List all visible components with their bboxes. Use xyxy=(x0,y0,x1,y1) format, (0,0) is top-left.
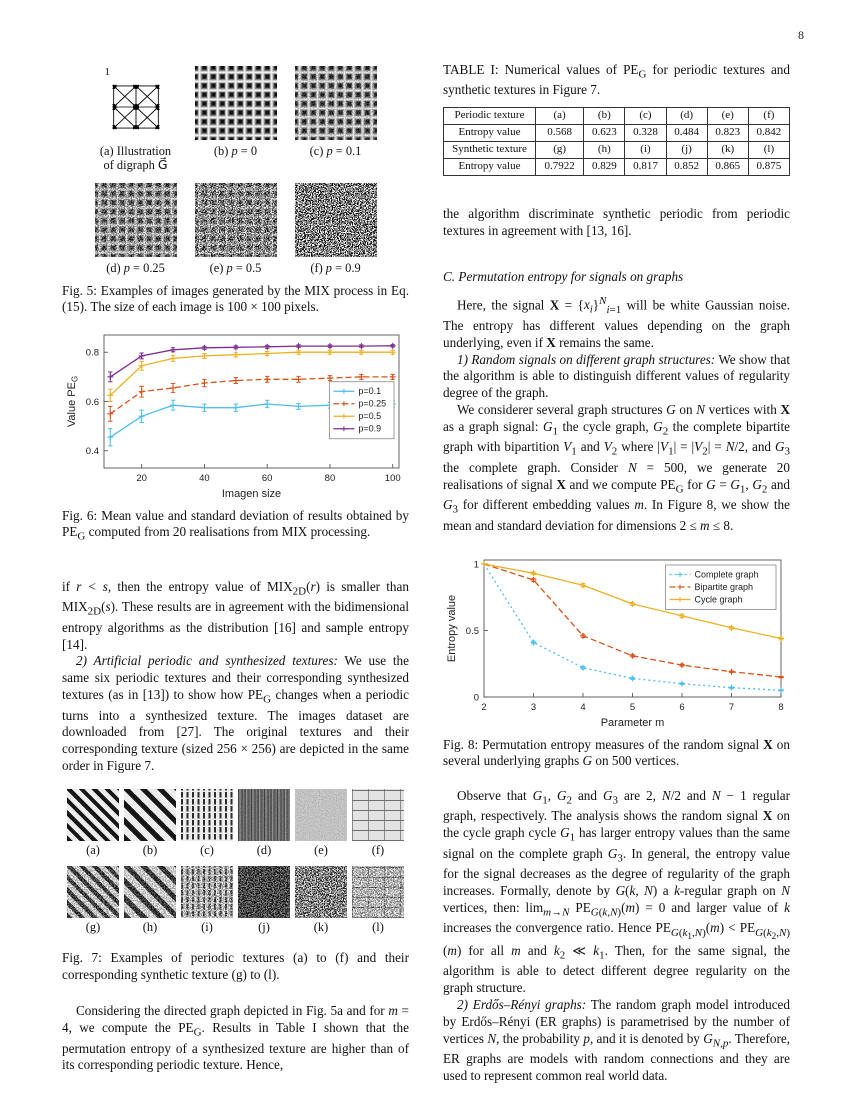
table-cell: (l) xyxy=(748,141,789,158)
fig7-subfig-e xyxy=(295,789,347,865)
svg-text:Cycle graph: Cycle graph xyxy=(694,594,743,605)
noise-overlay xyxy=(238,789,290,841)
svg-text:p=0.25: p=0.25 xyxy=(357,398,386,409)
fig6-caption: Fig. 6: Mean value and standard deviation of results obtained by $PE_G$ computed from 20 realisations from MIX processing. xyxy=(62,507,409,543)
fig7-subfig-g xyxy=(67,866,119,942)
fig5-subfig-b xyxy=(195,66,277,173)
table-1-grid xyxy=(443,107,790,176)
subfig-label-e: (e) p = 0.5 xyxy=(209,260,262,275)
table-cell: (f) xyxy=(748,107,789,124)
svg-text:Value PEG: Value $PE_G$ xyxy=(65,375,79,427)
subfig-label: (g) xyxy=(85,920,101,935)
svg-text:p=0.1: p=0.1 xyxy=(357,386,381,397)
subfig-label: (j) xyxy=(258,920,270,935)
svg-text:1: 1 xyxy=(473,559,479,571)
synthetic-texture-i xyxy=(181,866,233,918)
table-cell: Entropy value xyxy=(444,158,536,175)
noise-overlay xyxy=(238,866,290,918)
table-cell: Synthetic texture xyxy=(444,141,536,158)
table-cell: 0.484 xyxy=(666,124,707,141)
table-cell: (a) xyxy=(536,107,584,124)
figure-7 xyxy=(62,789,409,984)
noise-overlay xyxy=(95,183,177,257)
svg-text:Imagen size: Imagen size xyxy=(221,487,281,500)
fig5-subfig-c xyxy=(295,66,377,173)
subfig-label-a: (a) Illustration of digraph G⃗ xyxy=(99,144,172,173)
synthetic-texture-k xyxy=(295,866,347,918)
table-cell: 0.623 xyxy=(584,124,625,141)
svg-text:0.8: 0.8 xyxy=(85,347,99,359)
svg-text:0: 0 xyxy=(473,692,479,704)
svg-text:0.5: 0.5 xyxy=(465,625,479,637)
table-row xyxy=(444,124,790,141)
table-cell: Periodic texture xyxy=(444,107,536,124)
subfig-label: (k) xyxy=(313,920,329,935)
table-row xyxy=(444,141,790,158)
fig7-subfig-l xyxy=(352,866,404,942)
table-cell: 0.842 xyxy=(748,124,789,141)
table-cell: (k) xyxy=(707,141,748,158)
fig7-caption: Fig. 7: Examples of periodic textures (a) to (f) and their corresponding synthetic texture (g) to (l). xyxy=(62,950,409,982)
paragraph-after-table: the algorithm discriminate synthetic periodic from periodic textures in agreement with [13, 16]. xyxy=(443,205,790,238)
fig5-subfig-e xyxy=(195,183,277,275)
table-cell: Entropy value xyxy=(444,124,536,141)
svg-text:Bipartite graph: Bipartite graph xyxy=(694,581,753,592)
svg-text:100: 100 xyxy=(384,472,401,484)
svg-text:2: 2 xyxy=(480,701,487,713)
subfig-label: (f) xyxy=(371,842,385,857)
table-cell: (j) xyxy=(666,141,707,158)
table-cell: 0.875 xyxy=(748,158,789,175)
table-1-caption: TABLE I: Numerical values of $PE_G$ for periodic textures and synthetic textures in Figure 7. xyxy=(443,62,790,98)
noise-overlay xyxy=(295,789,347,841)
subfig-label: (b) xyxy=(142,842,158,857)
section-heading-c: C. Permutation entropy for signals on graphs xyxy=(443,269,684,285)
svg-text:p=0.9: p=0.9 xyxy=(357,423,381,434)
table-cell: 0.852 xyxy=(666,158,707,175)
table-cell: 0.829 xyxy=(584,158,625,175)
svg-text:0.6: 0.6 xyxy=(85,396,99,408)
svg-text:60: 60 xyxy=(261,472,272,484)
table-cell: 0.328 xyxy=(625,124,666,141)
noise-overlay xyxy=(295,66,377,140)
fig7-subfig-i xyxy=(181,866,233,942)
periodic-texture-b xyxy=(124,789,176,841)
subfig-label: (i) xyxy=(201,920,213,935)
page-number: 8 xyxy=(798,28,804,42)
figure-8 xyxy=(443,553,790,770)
subfig-label-b: (b) p = 0 xyxy=(213,144,258,158)
fig7-subfig-j xyxy=(238,866,290,942)
table-cell: (h) xyxy=(584,141,625,158)
digraph-svg xyxy=(101,76,171,138)
subfig-label: (d) xyxy=(256,842,272,857)
svg-text:8: 8 xyxy=(777,701,784,713)
fig7-image-grid xyxy=(62,789,409,943)
figure-5 xyxy=(62,66,409,316)
fig7-subfig-c xyxy=(181,789,233,865)
paragraph-mix-comparison: if r < s, then the entropy value of $MIX_{2D}(r)$ is smaller than $MIX_{2D}(s)$. These results are in agreement with the bidimensional entropy algorithms as the distribution [16] and sample entropy [14]. xyxy=(62,578,409,652)
noise-overlay xyxy=(124,866,176,918)
fig7-subfig-b xyxy=(124,789,176,865)
paragraph-considerer: We considerer several graph structures G on N vertices with X as a graph signal: $G_1$ the cycle graph, $G_2$ the complete bipartite graph with bipartition $V_1$ and $V_2$ where $|V_1| = |V_2| = N/2$, and $G_3$ the complete graph. Consider N = 500, we generate 20 realisations of signal X and we compute $PE_G$ for $G = G_1$, $G_2$ and $G_3$ for different embedding values m. In Figure 8, we show the mean and standard deviation for dimensions 2 ≤ m ≤ 8. xyxy=(443,401,791,533)
digraph-illustration xyxy=(95,66,177,140)
fig7-subfig-d xyxy=(238,789,290,865)
svg-text:20: 20 xyxy=(135,472,147,484)
table-cell: 0.823 xyxy=(707,124,748,141)
subfig-label-d: (d) p = 0.25 xyxy=(106,260,165,275)
svg-text:80: 80 xyxy=(324,472,335,484)
table-row xyxy=(444,107,790,124)
table-cell: (d) xyxy=(666,107,707,124)
paragraph-observe: Observe that $G_1$, $G_2$ and $G_3$ are 2, N/2 and N − 1 regular graph, respectively. The analysis shows the random signal X on the cycle graph cycle $G_1$ has larger entropy values than the same signal on the complete graph $G_3$. In general, the entropy value for the signal decreases as the degree of regularity of the graph increases. Formally, denote by G(k, N) a k-regular graph on N vertices, then: $\lim_{m\to N} PE_{G(k,N)}(m) = 0$ and larger value of k increases the convergence ratio. Hence $PE_{G(k_1,N)}(m) < PE_{G(k_2,N)}(m)$ for all m and $k_2$ ≪ $k_1$. Then, for the same signal, the algorithm is able to detect different degree regularity on the graph structure. xyxy=(443,787,791,996)
table-cell: 0.817 xyxy=(625,158,666,175)
table-1-block xyxy=(443,62,790,176)
periodic-texture-d xyxy=(238,789,290,841)
table-cell: 0.568 xyxy=(536,124,584,141)
table-cell: (b) xyxy=(584,107,625,124)
digraph-vertex-label: 1 xyxy=(104,66,110,78)
fig7-subfig-a xyxy=(67,789,119,865)
paragraph-random-signals: 1) Random signals on different graph structures: We show that the algorithm is able to distinguish different values of regularity degree of the graph. xyxy=(443,351,790,401)
svg-text:40: 40 xyxy=(198,472,210,484)
subfig-label: (h) xyxy=(142,920,158,935)
mix-texture-p05 xyxy=(195,183,277,257)
fig5-subfig-f xyxy=(295,183,377,275)
fig6-line-chart xyxy=(64,328,408,500)
table-cell: 0.865 xyxy=(707,158,748,175)
fig8-caption: Fig. 8: Permutation entropy measures of the random signal X on several underlying graphs G on 500 vertices. xyxy=(443,736,790,769)
synthetic-texture-l xyxy=(352,866,404,918)
svg-text:Complete graph: Complete graph xyxy=(694,569,759,580)
fig7-subfig-k xyxy=(295,866,347,942)
svg-text:Parameter m: Parameter m xyxy=(600,716,664,729)
subfig-label: (c) xyxy=(200,842,214,857)
fig7-subfig-h xyxy=(124,866,176,942)
paragraph-erdos-renyi: 2) Erdős–Rényi graphs: The random graph model introduced by Erdős–Rényi (ER graphs) is parametrised by the number of vertices N, the probability p, and it is denoted by $G_{N,p}$. Therefore, ER graphs are models with random connections and they are used to represent common real world data. xyxy=(443,996,790,1083)
mix-texture-p0 xyxy=(195,66,277,140)
periodic-texture-a xyxy=(67,789,119,841)
svg-text:4: 4 xyxy=(579,701,586,713)
mix-texture-p025 xyxy=(95,183,177,257)
table-row xyxy=(444,158,790,175)
subfig-label: (l) xyxy=(372,920,384,935)
synthetic-texture-j xyxy=(238,866,290,918)
svg-text:5: 5 xyxy=(629,701,635,713)
noise-overlay xyxy=(352,866,404,918)
table-cell: (g) xyxy=(536,141,584,158)
table-cell: (i) xyxy=(625,141,666,158)
left-column xyxy=(62,62,409,1085)
table-cell: 0.7922 xyxy=(536,158,584,175)
mix-texture-p01 xyxy=(295,66,377,140)
fig5-subfig-d xyxy=(95,183,177,275)
fig5-image-grid xyxy=(62,66,409,275)
fig7-subfig-f xyxy=(352,789,404,865)
synthetic-texture-h xyxy=(124,866,176,918)
right-column xyxy=(443,62,790,1085)
svg-text:3: 3 xyxy=(530,701,536,713)
subfig-label-f: (f) p = 0.9 xyxy=(310,260,361,275)
fig5-subfig-a xyxy=(95,66,177,173)
noise-overlay xyxy=(181,866,233,918)
noise-overlay xyxy=(67,866,119,918)
synthetic-texture-g xyxy=(67,866,119,918)
noise-overlay xyxy=(295,866,347,918)
svg-text:Entropy value: Entropy value xyxy=(445,594,458,662)
periodic-texture-e xyxy=(295,789,347,841)
figure-6 xyxy=(62,328,409,545)
table-cell: (e) xyxy=(707,107,748,124)
fig5-caption: Fig. 5: Examples of images generated by the MIX process in Eq. (15). The size of each image is 100 × 100 pixels. xyxy=(62,282,409,315)
subfig-label: (a) xyxy=(86,842,100,857)
periodic-texture-f xyxy=(352,789,404,841)
paragraph-artificial-textures: 2) Artificial periodic and synthesized textures: We use the same six periodic textures and their corresponding synthesized textures (as in [13]) to show how $PE_G$ changes when a periodic turns into a synthesized texture. The images dataset are downloaded from [27]. The original textures and their corresponding texture (sized 256 × 256) are depicted in the same order in Figure 7. xyxy=(62,653,409,773)
table-cell: (c) xyxy=(625,107,666,124)
noise-overlay xyxy=(195,183,277,257)
svg-text:6: 6 xyxy=(678,701,685,713)
subfig-label-c: (c) p = 0.1 xyxy=(309,144,362,158)
svg-text:p=0.5: p=0.5 xyxy=(357,411,381,422)
subfig-label: (e) xyxy=(314,842,328,857)
periodic-texture-c xyxy=(181,789,233,841)
noise-overlay xyxy=(295,183,377,257)
svg-text:7: 7 xyxy=(728,701,734,713)
paragraph-considering-digraph: Considering the directed graph depicted in Fig. 5a and for m = 4, we compute the $PE_G$. Results in Table I shown that the permutation entropy of a synthesized texture are higher than of its corresponding periodic texture. Hence, xyxy=(62,1003,409,1073)
mix-texture-p09 xyxy=(295,183,377,257)
fig8-line-chart xyxy=(444,553,790,729)
paragraph-here-signal: Here, the signal $X = \{x_i\}^N_{i=1}$ will be white Gaussian noise. The entropy has different values depending on the graph underlying, even if X remains the same. xyxy=(443,295,790,350)
svg-text:0.4: 0.4 xyxy=(85,445,99,457)
